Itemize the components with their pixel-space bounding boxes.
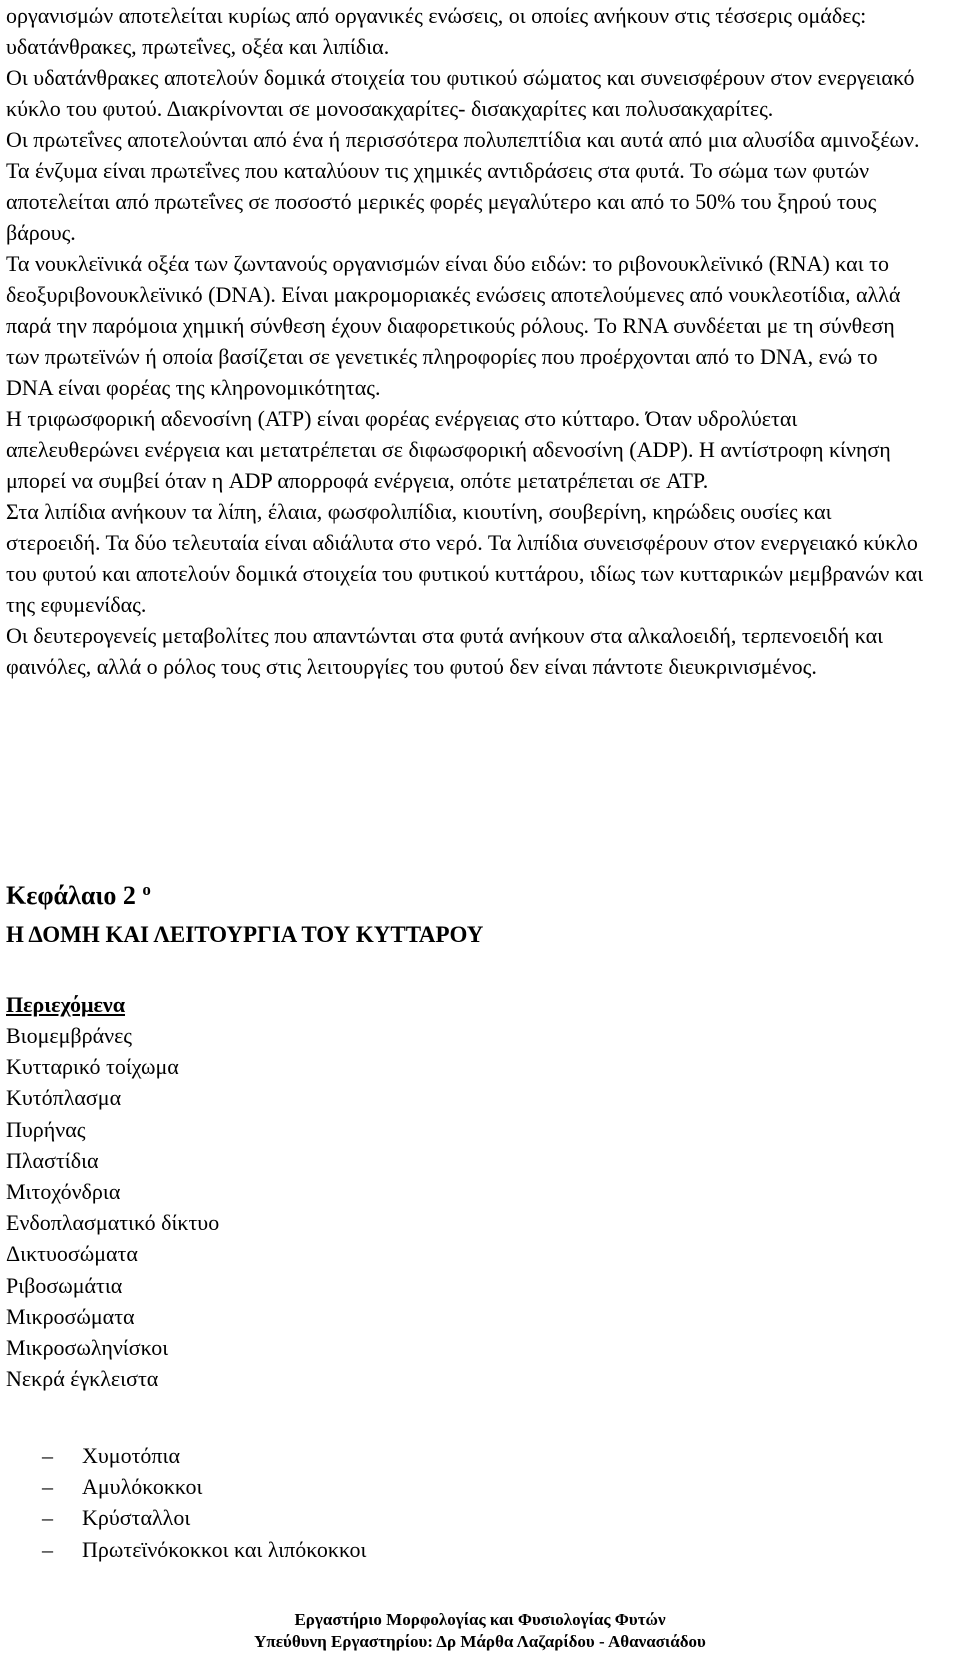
contents-item: Ριβοσωμάτια: [6, 1272, 123, 1298]
contents-item: Πυρήνας: [6, 1116, 86, 1142]
contents-item: Μικροσώματα: [6, 1303, 135, 1329]
footer-lab-name: Εργαστήριο Μορφολογίας και Φυσιολογίας Φυτών: [294, 1610, 666, 1629]
contents-item: Μικροσωληνίσκοι: [6, 1335, 169, 1361]
contents-item: Κυτταρικό τοίχωμα: [6, 1054, 179, 1080]
chapter-superscript: ο: [142, 880, 151, 899]
paragraph-proteins: Οι πρωτεΐνες αποτελούνται από ένα ή περισσότερα πολυπεπτίδια και αυτά από μια αλυσίδα αμινοξέων. Τα ένζυμα είναι πρωτεΐνες που καταλύουν τις χημικές αντιδράσεις στα φυτά. Το σώμα των φυτών αποτελείται από πρωτεΐνες σε ποσοστό μερικές φορές μεγαλύτερο και από το 50% του ξηρού τους βάρους.: [6, 127, 920, 245]
contents-item: Ενδοπλασματικό δίκτυο: [6, 1210, 220, 1236]
dash-bullet: –: [42, 1443, 53, 1468]
paragraph-atp: Η τριφωσφορική αδενοσίνη (ATP) είναι φορέας ενέργειας στο κύτταρο. Όταν υδρολύεται απελευθερώνει ενέργεια και μετατρέπεται σε διφωσφορική αδενοσίνη (ADP). Η αντίστροφη κίνηση μπορεί να συμβεί όταν η ADP απορροφά ενέργεια, οπότε μετατρέπεται σε ATP.: [6, 406, 891, 493]
contents-heading: Περιεχόμενα: [6, 992, 126, 1017]
contents-subitem: [6, 1471, 366, 1502]
paragraph-carbohydrates: Οι υδατάνθρακες αποτελούν δομικά στοιχεία του φυτικού σώματος και συνεισφέρουν στον ενεργειακό κύκλο του φυτού. Διακρίνονται σε μονοσακχαρίτες- δισακχαρίτες και πολυσακχαρίτες.: [6, 65, 915, 121]
chapter-label: Κεφάλαιο 2: [6, 881, 136, 910]
paragraph-nucleic-acids: Τα νουκλεϊνικά οξέα των ζωντανούς οργανισμών είναι δύο ειδών: το ριβονουκλεϊνικό (RNA) και το δεοξυριβονουκλεϊνικό (DNA). Είναι μακρομοριακές ενώσεις αποτελούμενες από νουκλεοτίδια, αλλά παρά την παρόμοια χημική σύνθεση έχουν διαφορετικούς ρόλους. Το RNA συνδέεται με τη σύνθεση των πρωτεϊνών ή οποία βασίζεται σε γενετικές πληροφορίες που προέρχονται από το DNA, ενώ το DNA είναι φορέας της κληρονομικότητας.: [6, 251, 901, 400]
contents-item: Βιομεμβράνες: [6, 1023, 133, 1048]
body-text: [6, 0, 926, 682]
contents-subitem-label: Χυμοτόπια: [82, 1443, 180, 1468]
contents-item: Νεκρά έγκλειστα: [6, 1366, 159, 1392]
paragraph-secondary-metabolites: Οι δευτερογενείς μεταβολίτες που απαντώνται στα φυτά ανήκουν στα αλκαλοειδή, τερπενοειδή και φαινόλες, αλλά ο ρόλος τους στις λειτουργίες του φυτού δεν είναι πάντοτε διευκρινισμένος.: [6, 623, 884, 679]
contents-item: Πλαστίδια: [6, 1147, 99, 1173]
footer-supervisor: Υπεύθυνη Εργαστηρίου: Δρ Μάρθα Λαζαρίδου - Αθανασιάδου: [254, 1632, 706, 1651]
contents-subitem: [6, 1534, 366, 1565]
dash-bullet: –: [42, 1474, 53, 1500]
paragraph-lipids: Στα λιπίδια ανήκουν τα λίπη, έλαια, φωσφολιπίδια, κιουτίνη, σουβερίνη, κηρώδεις ουσίες και στεροειδή. Τα δύο τελευταία είναι αδιάλυτα στο νερό. Τα λιπίδια συνεισφέρουν στον ενεργειακό κύκλο του φυτού και αποτελούν δομικά στοιχεία του φυτικού κυττάρου, ιδίως των κυτταρικών μεμβρανών και της εφυμενίδας.: [6, 499, 924, 617]
contents-item: Μιτοχόνδρια: [6, 1179, 121, 1205]
page-footer: [0, 1609, 960, 1653]
dash-bullet: –: [42, 1505, 53, 1531]
contents-item: Κυτόπλασμα: [6, 1085, 122, 1111]
contents-sublist: [6, 1440, 366, 1565]
contents-item: Δικτυοσώματα: [6, 1241, 138, 1267]
contents-list: [6, 1020, 219, 1394]
chapter-heading: [6, 880, 151, 912]
contents-subitem-label: Πρωτεϊνόκοκκοι και λιπόκοκκοι: [82, 1536, 367, 1562]
contents-subitem: [6, 1440, 366, 1471]
chapter-subtitle: Η ΔΟΜΗ ΚΑΙ ΛΕΙΤΟΥΡΓΙΑ ΤΟΥ ΚΥΤΤΑΡΟΥ: [6, 922, 484, 947]
paragraph-composition: οργανισμών αποτελείται κυρίως από οργανικές ενώσεις, οι οποίες ανήκουν στις τέσσερις ομάδες: υδατάνθρακες, πρωτεΐνες, οξέα και λιπίδια.: [6, 3, 867, 59]
contents-subitem: [6, 1502, 366, 1533]
contents-subitem-label: Κρύσταλλοι: [82, 1505, 191, 1531]
contents-subitem-label: Αμυλόκοκκοι: [82, 1474, 203, 1500]
dash-bullet: –: [42, 1536, 53, 1562]
